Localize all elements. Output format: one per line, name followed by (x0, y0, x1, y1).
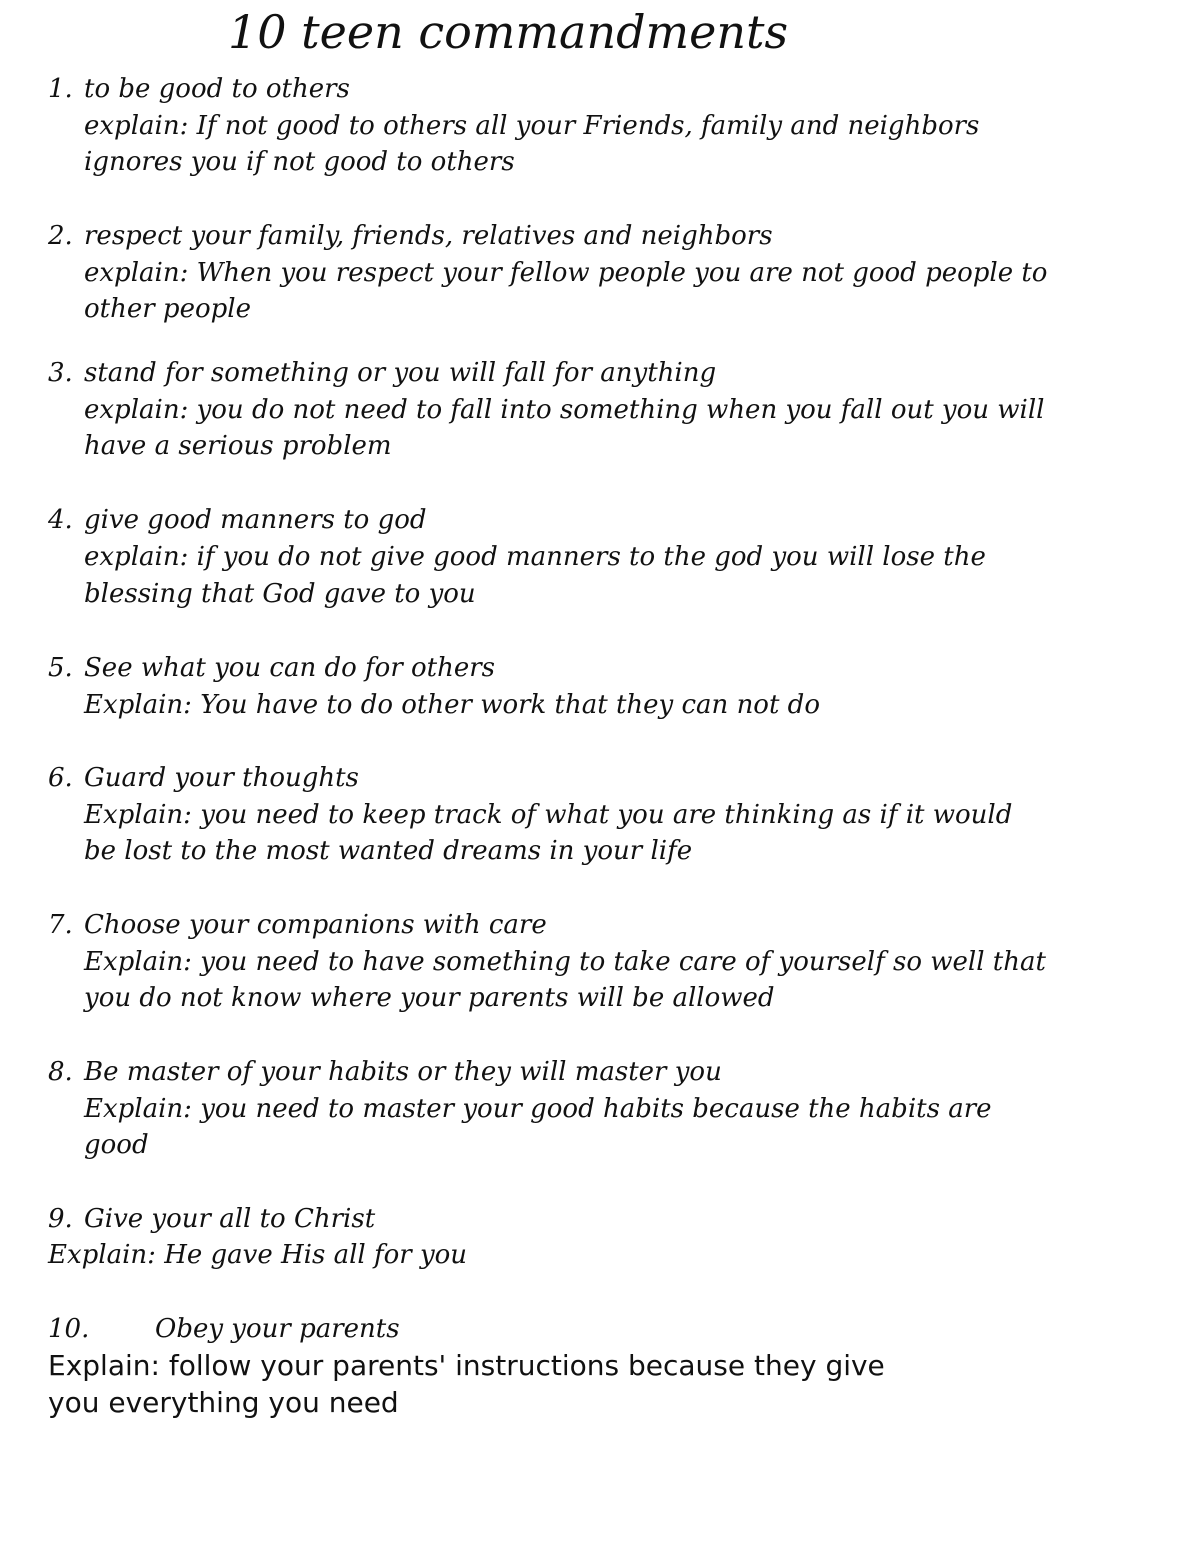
item-number: 7. (48, 910, 73, 940)
item-explanation: ignores you if not good to others (84, 147, 515, 177)
item-explanation: explain: if you do not give good manners to the god you will lose the (84, 542, 986, 572)
item-explanation: explain: If not good to others all your Friends, family and neighbors (84, 111, 980, 141)
item-number: 8. (48, 1057, 73, 1087)
item-rule: respect your family, friends, relatives and neighbors (84, 221, 773, 251)
item-rule: Choose your companions with care (84, 910, 547, 940)
item-explanation: Explain: He gave His all for you (48, 1240, 468, 1270)
item-explanation: explain: you do not need to fall into something when you fall out you will (84, 395, 1045, 425)
item-explanation: Explain: you need to keep track of what you are thinking as if it would (84, 800, 1013, 830)
item-number: 1. (48, 74, 73, 104)
item-explanation: have a serious problem (84, 431, 392, 461)
item-explanation: Explain: you need to have something to take care of yourself so well that (84, 947, 1046, 977)
item-explanation: blessing that God gave to you (84, 579, 476, 609)
item-rule: Give your all to Christ (84, 1204, 376, 1234)
item-number: 2. (48, 221, 73, 251)
item-explanation: Explain: follow your parents' instructions because they give (48, 1349, 885, 1382)
item-number: 10. (48, 1314, 90, 1344)
item-explanation: good (84, 1130, 149, 1160)
document-title: 10 teen commandments (228, 5, 789, 59)
item-number: 9. (48, 1204, 73, 1234)
item-explanation: Explain: you need to master your good habits because the habits are (84, 1094, 992, 1124)
item-explanation: you do not know where your parents will be allowed (84, 983, 775, 1013)
item-rule: Be master of your habits or they will master you (84, 1057, 722, 1087)
item-explanation: Explain: You have to do other work that they can not do (84, 690, 820, 720)
item-explanation: explain: When you respect your fellow people you are not good people to (84, 258, 1048, 288)
item-rule: Obey your parents (155, 1314, 400, 1344)
item-rule: to be good to others (84, 74, 350, 104)
item-explanation: you everything you need (48, 1386, 399, 1419)
item-number: 5. (48, 653, 73, 683)
item-rule: See what you can do for others (84, 653, 496, 683)
item-rule: stand for something or you will fall for anything (84, 358, 717, 388)
item-number: 4. (48, 505, 73, 535)
item-explanation: be lost to the most wanted dreams in your life (84, 836, 693, 866)
item-number: 6. (48, 763, 73, 793)
item-rule: give good manners to god (84, 505, 427, 535)
item-explanation: other people (84, 294, 251, 324)
item-number: 3. (48, 358, 73, 388)
item-rule: Guard your thoughts (84, 763, 359, 793)
